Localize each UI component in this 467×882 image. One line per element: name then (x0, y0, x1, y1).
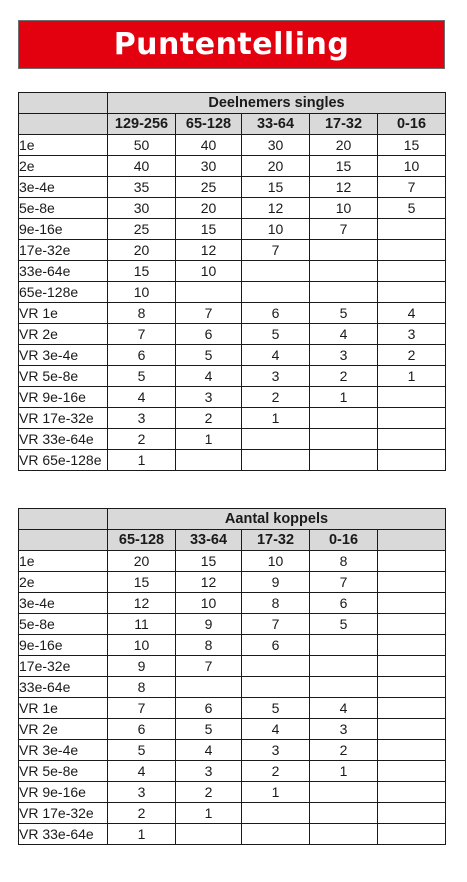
row-label: VR 3e-4e (19, 740, 108, 761)
table-row (19, 261, 446, 282)
koppels-points-table (18, 508, 446, 845)
points-cell (310, 677, 378, 698)
points-cell: 6 (242, 635, 310, 656)
points-cell: 11 (108, 614, 176, 635)
points-cell: 4 (310, 698, 378, 719)
page-title: Puntentelling (113, 27, 350, 62)
points-cell: 12 (242, 198, 310, 219)
row-label: 33e-64e (19, 261, 108, 282)
points-cell: 10 (242, 219, 310, 240)
empty-cell (378, 824, 446, 845)
table-row (19, 366, 446, 387)
points-cell (378, 261, 446, 282)
points-cell: 5 (108, 740, 176, 761)
points-cell: 15 (378, 135, 446, 156)
points-cell: 20 (242, 156, 310, 177)
table-corner-cell (19, 93, 108, 114)
points-cell: 10 (176, 593, 242, 614)
points-cell: 6 (176, 698, 242, 719)
points-cell: 3 (176, 387, 242, 408)
points-cell: 5 (310, 303, 378, 324)
points-cell: 2 (378, 345, 446, 366)
table-group-header: Aantal koppels (108, 509, 446, 530)
empty-cell (378, 572, 446, 593)
points-cell: 1 (176, 429, 242, 450)
points-cell: 15 (242, 177, 310, 198)
table-group-header: Deelnemers singles (108, 93, 446, 114)
points-cell: 40 (176, 135, 242, 156)
points-cell: 8 (108, 303, 176, 324)
points-cell: 8 (310, 551, 378, 572)
column-header: 129-256 (108, 114, 176, 135)
points-cell: 15 (176, 219, 242, 240)
points-cell: 10 (310, 198, 378, 219)
points-cell: 3 (176, 761, 242, 782)
table-row (19, 156, 446, 177)
points-cell: 3 (310, 719, 378, 740)
singles-points-table (18, 92, 446, 471)
table-row (19, 324, 446, 345)
points-cell (176, 282, 242, 303)
points-cell (378, 282, 446, 303)
table-row (19, 282, 446, 303)
points-cell: 30 (108, 198, 176, 219)
table-row (19, 429, 446, 450)
points-cell: 15 (108, 572, 176, 593)
points-cell: 20 (176, 198, 242, 219)
points-cell: 9 (242, 572, 310, 593)
points-cell: 7 (176, 303, 242, 324)
points-cell: 1 (176, 803, 242, 824)
empty-cell (378, 719, 446, 740)
empty-cell (378, 740, 446, 761)
points-cell: 3 (108, 408, 176, 429)
row-label: VR 17e-32e (19, 803, 108, 824)
points-cell: 12 (176, 240, 242, 261)
points-cell: 2 (108, 803, 176, 824)
points-cell: 9 (176, 614, 242, 635)
points-cell: 12 (310, 177, 378, 198)
empty-cell (378, 803, 446, 824)
table-column-header-row (19, 114, 446, 135)
points-cell: 30 (242, 135, 310, 156)
row-label: VR 9e-16e (19, 387, 108, 408)
points-cell: 2 (310, 366, 378, 387)
points-cell (378, 450, 446, 471)
row-label: VR 1e (19, 698, 108, 719)
points-cell (310, 782, 378, 803)
row-label: VR 5e-8e (19, 366, 108, 387)
row-label: VR 2e (19, 719, 108, 740)
points-cell: 20 (108, 240, 176, 261)
table-row (19, 198, 446, 219)
column-header: 17-32 (242, 530, 310, 551)
row-label: VR 3e-4e (19, 345, 108, 366)
row-label: VR 2e (19, 324, 108, 345)
table-corner-cell (19, 509, 108, 530)
points-cell: 7 (310, 572, 378, 593)
points-cell: 15 (108, 261, 176, 282)
points-cell: 6 (108, 345, 176, 366)
table-row (19, 740, 446, 761)
points-cell: 2 (176, 782, 242, 803)
points-cell (242, 824, 310, 845)
points-cell: 5 (242, 698, 310, 719)
title-banner (18, 20, 445, 69)
points-cell: 8 (108, 677, 176, 698)
points-cell: 7 (242, 240, 310, 261)
points-cell (310, 450, 378, 471)
row-label: 1e (19, 135, 108, 156)
points-cell: 6 (310, 593, 378, 614)
row-label: VR 1e (19, 303, 108, 324)
points-cell: 1 (310, 761, 378, 782)
points-cell: 7 (176, 656, 242, 677)
table-row (19, 450, 446, 471)
points-cell: 9 (108, 656, 176, 677)
points-cell (242, 677, 310, 698)
points-cell: 2 (108, 429, 176, 450)
column-header: 33-64 (242, 114, 310, 135)
points-cell: 20 (108, 551, 176, 572)
points-cell: 50 (108, 135, 176, 156)
points-cell (378, 408, 446, 429)
points-cell: 2 (242, 761, 310, 782)
points-cell (310, 408, 378, 429)
table-row (19, 656, 446, 677)
table-row (19, 719, 446, 740)
row-label: 5e-8e (19, 614, 108, 635)
points-cell: 3 (310, 345, 378, 366)
points-cell (378, 429, 446, 450)
points-cell: 10 (108, 635, 176, 656)
points-cell: 6 (176, 324, 242, 345)
column-header: 65-128 (108, 530, 176, 551)
points-cell: 1 (242, 408, 310, 429)
points-cell: 3 (242, 740, 310, 761)
row-label: VR 65e-128e (19, 450, 108, 471)
points-cell: 1 (108, 824, 176, 845)
points-cell (242, 282, 310, 303)
points-cell: 15 (310, 156, 378, 177)
points-cell (310, 635, 378, 656)
points-cell: 2 (310, 740, 378, 761)
points-cell: 5 (310, 614, 378, 635)
row-label: 1e (19, 551, 108, 572)
table-corner-cell (19, 114, 108, 135)
table-row (19, 698, 446, 719)
points-cell: 4 (176, 366, 242, 387)
table-row (19, 593, 446, 614)
table-row (19, 635, 446, 656)
points-cell: 4 (108, 387, 176, 408)
points-cell: 40 (108, 156, 176, 177)
points-cell: 4 (242, 719, 310, 740)
points-cell (242, 429, 310, 450)
row-label: 5e-8e (19, 198, 108, 219)
table-row (19, 677, 446, 698)
points-cell: 3 (242, 366, 310, 387)
points-cell: 5 (176, 719, 242, 740)
points-cell: 7 (378, 177, 446, 198)
row-label: 2e (19, 156, 108, 177)
points-cell: 5 (176, 345, 242, 366)
points-cell (310, 261, 378, 282)
table-row (19, 803, 446, 824)
points-cell (176, 677, 242, 698)
points-cell: 1 (310, 387, 378, 408)
table-row (19, 408, 446, 429)
points-cell (310, 824, 378, 845)
points-cell (310, 656, 378, 677)
empty-cell (378, 551, 446, 572)
row-label: VR 33e-64e (19, 429, 108, 450)
table-row (19, 782, 446, 803)
points-cell: 2 (176, 408, 242, 429)
empty-cell (378, 761, 446, 782)
points-cell: 1 (242, 782, 310, 803)
points-cell: 1 (108, 450, 176, 471)
points-cell: 10 (378, 156, 446, 177)
points-cell: 6 (242, 303, 310, 324)
points-cell: 4 (108, 761, 176, 782)
points-cell: 4 (310, 324, 378, 345)
table-row (19, 135, 446, 156)
row-label: 65e-128e (19, 282, 108, 303)
row-label: 9e-16e (19, 635, 108, 656)
table-row (19, 240, 446, 261)
points-cell: 10 (108, 282, 176, 303)
points-cell: 4 (176, 740, 242, 761)
points-cell: 4 (242, 345, 310, 366)
points-cell (310, 429, 378, 450)
empty-cell (378, 698, 446, 719)
table-corner-cell (19, 530, 108, 551)
points-cell: 6 (108, 719, 176, 740)
table-row (19, 761, 446, 782)
table-row (19, 824, 446, 845)
row-label: VR 17e-32e (19, 408, 108, 429)
empty-cell (378, 782, 446, 803)
column-header: 0-16 (378, 114, 446, 135)
row-label: VR 9e-16e (19, 782, 108, 803)
points-cell: 3 (378, 324, 446, 345)
empty-cell (378, 635, 446, 656)
points-cell: 25 (108, 219, 176, 240)
table-row (19, 551, 446, 572)
points-cell (242, 261, 310, 282)
points-cell: 25 (176, 177, 242, 198)
points-cell: 7 (108, 324, 176, 345)
points-cell: 2 (242, 387, 310, 408)
points-cell: 7 (310, 219, 378, 240)
empty-cell (378, 593, 446, 614)
row-label: VR 33e-64e (19, 824, 108, 845)
column-header: 0-16 (310, 530, 378, 551)
table-row (19, 614, 446, 635)
points-cell (310, 282, 378, 303)
empty-cell (378, 656, 446, 677)
row-label: VR 5e-8e (19, 761, 108, 782)
table-row (19, 177, 446, 198)
row-label: 9e-16e (19, 219, 108, 240)
table-row (19, 219, 446, 240)
row-label: 3e-4e (19, 177, 108, 198)
points-cell (176, 450, 242, 471)
points-cell (310, 803, 378, 824)
row-label: 17e-32e (19, 656, 108, 677)
points-cell: 12 (176, 572, 242, 593)
points-cell: 4 (378, 303, 446, 324)
points-cell: 35 (108, 177, 176, 198)
row-label: 17e-32e (19, 240, 108, 261)
table-row (19, 303, 446, 324)
column-header: 65-128 (176, 114, 242, 135)
empty-cell (378, 677, 446, 698)
points-cell: 10 (176, 261, 242, 282)
column-header: 17-32 (310, 114, 378, 135)
points-cell (378, 387, 446, 408)
points-cell: 10 (242, 551, 310, 572)
table-row (19, 387, 446, 408)
points-cell (310, 240, 378, 261)
points-cell: 8 (176, 635, 242, 656)
row-label: 3e-4e (19, 593, 108, 614)
table-row (19, 345, 446, 366)
points-cell: 5 (378, 198, 446, 219)
points-cell: 7 (108, 698, 176, 719)
points-cell: 30 (176, 156, 242, 177)
points-cell (176, 824, 242, 845)
column-header: 33-64 (176, 530, 242, 551)
points-cell: 3 (108, 782, 176, 803)
table-column-header-row (19, 530, 446, 551)
points-cell (378, 219, 446, 240)
points-cell: 12 (108, 593, 176, 614)
empty-cell (378, 614, 446, 635)
points-cell: 5 (242, 324, 310, 345)
points-cell (378, 240, 446, 261)
table-row (19, 572, 446, 593)
points-cell: 15 (176, 551, 242, 572)
points-cell: 5 (108, 366, 176, 387)
points-cell: 1 (378, 366, 446, 387)
points-cell (242, 450, 310, 471)
points-cell (242, 656, 310, 677)
row-label: 33e-64e (19, 677, 108, 698)
table-group-header-row (19, 509, 446, 530)
points-cell: 20 (310, 135, 378, 156)
column-header (378, 530, 446, 551)
points-cell: 8 (242, 593, 310, 614)
row-label: 2e (19, 572, 108, 593)
table-group-header-row (19, 93, 446, 114)
points-cell: 7 (242, 614, 310, 635)
points-cell (242, 803, 310, 824)
